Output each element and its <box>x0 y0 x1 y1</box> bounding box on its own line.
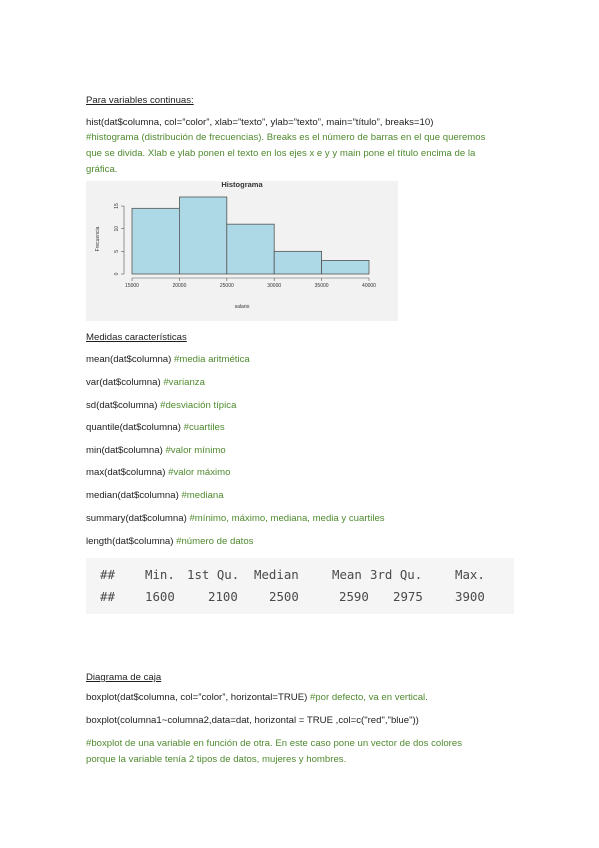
output-prefix: ## <box>100 589 115 604</box>
boxplot-comment-line: porque la variable tenía 2 tipos de datos, mujeres y hombres. <box>86 754 347 765</box>
output-prefix: ## <box>100 567 115 582</box>
measure-code: sd(dat$columna) <box>86 400 158 411</box>
boxplot-comment-block <box>86 736 516 768</box>
histogram-bar <box>274 251 321 274</box>
chart-title: Histograma <box>221 181 263 189</box>
y-tick-label: 15 <box>114 203 120 209</box>
histogram-bar <box>322 260 369 274</box>
output-value: 3900 <box>455 589 485 604</box>
output-header: Mean <box>332 567 362 582</box>
histogram-bar <box>132 208 179 274</box>
hist-comment <box>86 130 516 178</box>
y-tick-label: 0 <box>114 272 120 276</box>
measure-code: quantile(dat$columna) <box>86 422 181 433</box>
measure-line-summary <box>86 513 385 525</box>
x-tick-label: 25000 <box>219 283 234 289</box>
measure-comment: #mínimo, máximo, mediana, media y cuartiles <box>189 513 385 524</box>
measure-code: median(dat$columna) <box>86 490 179 501</box>
measure-code: length(dat$columna) <box>86 536 174 547</box>
x-tick-label: 20000 <box>172 283 187 289</box>
measure-line-max <box>86 467 231 479</box>
measure-code: var(dat$columna) <box>86 377 161 388</box>
output-header: 1st Qu. <box>187 567 240 582</box>
chart-xlabel: salario <box>234 304 250 310</box>
measure-code: mean(dat$columna) <box>86 354 172 365</box>
output-header: Median <box>254 567 299 582</box>
boxplot-line-2: boxplot(columna1~columna2,data=dat, horizontal = TRUE ,col=c("red","blue")) <box>86 715 419 726</box>
measure-comment: #desviación típica <box>160 400 237 411</box>
boxplot-code: boxplot(dat$columna, col=”color”, horizontal=TRUE) <box>86 692 308 703</box>
y-tick-label: 5 <box>114 249 120 253</box>
histogram-bar <box>179 197 226 274</box>
output-value: 2100 <box>208 589 238 604</box>
measure-code: max(dat$columna) <box>86 467 166 478</box>
section-heading-continuous: Para variables continuas: <box>86 95 194 106</box>
output-header: Max. <box>455 567 485 582</box>
measure-comment: #valor mínimo <box>165 445 226 456</box>
measure-code: summary(dat$columna) <box>86 513 187 524</box>
boxplot-comment: #por defecto, va en vertical. <box>309 692 428 703</box>
measure-comment: #número de datos <box>176 536 254 547</box>
measure-line-quantile <box>86 422 225 434</box>
section-heading-boxplot: Diagrama de caja <box>86 672 162 683</box>
output-value: 1600 <box>145 589 175 604</box>
measure-line-sd <box>86 400 236 412</box>
measure-comment: #cuartiles <box>183 422 225 433</box>
chart-ylabel: Frecuencia <box>95 226 101 252</box>
boxplot-line-1 <box>86 692 428 704</box>
measure-line-var <box>86 377 205 389</box>
section-heading-measures: Medidas características <box>86 332 187 343</box>
measure-line-mean <box>86 354 250 366</box>
summary-output-box <box>86 558 514 614</box>
measure-comment: #mediana <box>181 490 224 501</box>
measure-comment: #valor máximo <box>168 467 231 478</box>
histogram-chart <box>86 181 398 321</box>
measure-comment: #varianza <box>163 377 205 388</box>
hist-comment-line: #histograma (distribución de frecuencias). Breaks es el número de barras en el que queremos <box>86 132 486 143</box>
histogram-bar <box>227 224 274 274</box>
hist-comment-line: gráfica. <box>86 164 118 175</box>
boxplot-comment-line: #boxplot de una variable en función de otra. En este caso pone un vector de dos colores <box>86 738 463 749</box>
output-value: 2590 <box>339 589 369 604</box>
measure-comment: #media aritmética <box>174 354 250 365</box>
y-tick-label: 10 <box>114 225 120 232</box>
x-tick-label: 30000 <box>267 283 282 289</box>
measure-line-median <box>86 490 224 502</box>
output-value: 2975 <box>393 589 423 604</box>
hist-code-line: hist(dat$columna, col=”color”, xlab=”texto”, ylab=”texto”, main=”título”, breaks=10) <box>86 117 434 128</box>
output-value: 2500 <box>269 589 299 604</box>
output-header: Min. <box>145 567 175 582</box>
measure-code: min(dat$columna) <box>86 445 163 456</box>
x-tick-label: 35000 <box>314 283 329 289</box>
output-header: 3rd Qu. <box>370 567 423 582</box>
measure-line-length <box>86 536 253 548</box>
x-tick-label: 15000 <box>125 283 139 289</box>
hist-comment-line: que se divida. Xlab e ylab ponen el texto en los ejes x e y y main pone el título encima de la <box>86 148 476 159</box>
measure-line-min <box>86 445 226 457</box>
x-tick-label: 40000 <box>362 283 376 289</box>
